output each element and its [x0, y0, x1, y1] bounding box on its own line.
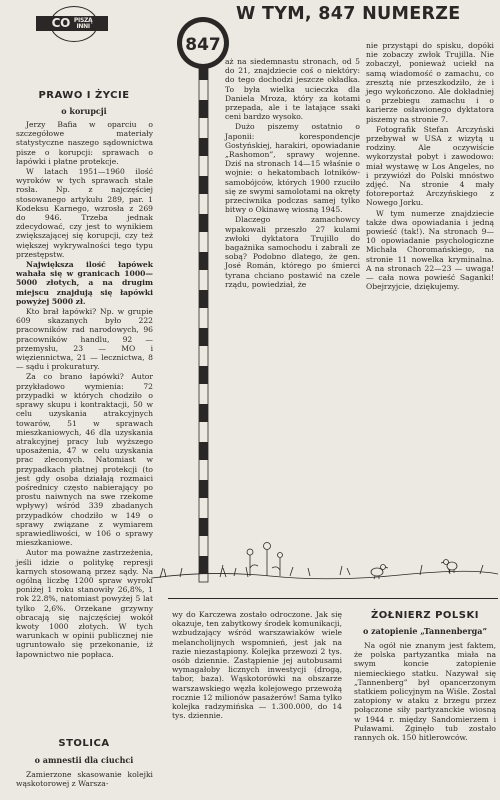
center-paragraph-3: Dlaczego zamachowcy wpakowali przeszło 27 kulami zwłoki dyktatora Trujillo do bagażnika samochodu i zabrali ze sobą? Podobno dlatego, że gen. José Román, którego po śmierci tyrana chciano postawić na czele rządu, powiedział, że — [225, 215, 360, 289]
left-paragraph-2: W latach 1951—1960 ilość wyroków w tych sprawach stale rosła. Np. z najczęściej stosowanego artykułu 289, par. 1 Kodeksu Karnego, wzrosła z 269 do 946. Trzeba jednak zdecydować, czy jest to wynikiem zwiększającej się korupcji, czy też większej wykrywalności tego typu przestępstw. — [16, 167, 153, 259]
left-paragraph-6: Autor ma poważne zastrzeżenia, jeśli idzie o politykę represji karnych stosowaną przez sądy. Na ogólną liczbę 1200 spraw wyroki poniżej 1 roku stanowiły 26,8%, 1 rok 22.8%, natomiast powyżej 5 lat tylko 2,6%. Orzekane grzywny obracają się najczęściej wokół kwoty 1000 złotych. W tych warunkach w opinii publicznej nie ugruntowało się przekonanie, iż łapownictwo nie popłaca. — [16, 548, 153, 659]
logo-text-pisza: PISZĄ — [73, 16, 93, 24]
zolnierz-article — [354, 641, 496, 742]
road-sign-847 — [177, 17, 229, 69]
left-paragraph-1: Jerzy Bafia w oparciu o szczegółowe materiały statystyczne naszego sądownictwa pisze o korupcji: sprawach o łapówki i płatne protekcje. — [16, 120, 153, 166]
left-paragraph-5: Za co brano łapówki? Autor przykładowo wymienia: 72 przypadki w których chodziło o sprawy skupu i kontraktacji, 50 w celu uzyskania atrakcyjnych towarów, 51 w sprawach mieszkaniowych, 46 dla uzyskania atrakcyjnej pracy lub wyższego uposażenia, 47 w celu uzyskania prac zleconych. Natomiast w przypadkach płatnej protekcji (to jest gdy osoba działają rozmaici pośrednicy często nabierający po prostu naiwnych na swe rzekome wpływy) wśród 339 zbadanych przypadków chodziło w 149 o sprawy związane z wymiarem sprawiedliwości, w 106 o sprawy mieszkaniowe. — [16, 372, 153, 548]
striped-pole — [199, 62, 208, 582]
logo-text-co: CO — [51, 16, 71, 30]
stolica-article-start — [16, 770, 153, 788]
right-paragraph-3: W tym numerze znajdziecie także dwa opowiadania i jedną powieść (tak!). Na stronach 9—10 opowiadanie psychologiczne Michała Choromańskiego, na stronie 11 nowelka kryminalna. A na stronach 22—23 — uwaga! — cała nowa powieść Saganki! Obejrzyjcie, dziękujemy. — [366, 208, 494, 292]
right-paragraph-2: Fotografik Stefan Arczyński przebywał w USA z wizytą u rodziny. Ale oczywiście wykorzystał pobyt i zawodowo: miał wystawę w Los Angeles, no i przywiózł do Polski mnóstwo zdjęć. Na stronie 4 mały fotoreportaż Arczyńskiego z Nowego Jorku. — [366, 124, 494, 208]
logo-band — [36, 16, 108, 31]
section-divider — [168, 598, 498, 599]
sign-number: 847 — [185, 35, 221, 55]
center-paragraph-1: aż na siedemnastu stronach, od 5 do 21, znajdziecie coś o niektóry: do tego dochodzi jeszcze okładka. To była wielka ucieczka dla Daniela Mroza, który za kotami przepada, ale i te latające ssaki ceni bardzo wysoko. — [225, 57, 360, 122]
left-column-article — [16, 120, 153, 659]
stolica-paragraph-1: Zamierzone skasowanie kolejki wąskotorowej z Warsza- — [16, 770, 153, 789]
issue-title: W TYM, 847 NUMERZE — [236, 4, 461, 24]
logo-text-inni: INNI — [76, 22, 90, 30]
stolica-section-title: STOLICA — [58, 738, 110, 749]
left-section-subtitle: o korupcji — [61, 106, 107, 116]
center-column-article — [225, 57, 360, 289]
stolica-article-continuation — [172, 610, 342, 720]
center-paragraph-2: Dużo piszemy ostatnio o Japonii: korespondencje Gostyńskiej, harakiri, opowiadanie „Rashomon”, sprawy wojenne. Dziś na stronach 14—15 właśnie o wojnie: o hekatombach lotników-samobójców, których 1900 rzuciło się ze swymi samolotami na okręty przeciwnika podczas samej tylko bitwy o Okinawę wiosną 1945. — [225, 122, 360, 215]
left-section-title: PRAWO I ŻYCIE — [38, 90, 130, 101]
left-paragraph-3: Największa ilość łapówek wahała się w granicach 1000—5000 złotych, a na drugim miejscu znajdują się łapówki powyżej 5000 zł. — [16, 260, 153, 306]
right-paragraph-1: nie przystąpi do spisku, dopóki nie zobaczy zwłok Trujilla. Nie zobaczył, ponieważ uciekł na samą wiadomość o zamachu, co zresztą nie przeszkodziło, że i jego wykończono. Ale dokładniej o przebiegu zamachu i o karierze osławionego dyktatora piszemy na stronie 7. — [366, 41, 494, 124]
co-pisza-inni-logo — [36, 4, 108, 42]
zolnierz-section-title: ŻOŁNIERZ POLSKI — [371, 610, 479, 621]
left-paragraph-4: Kto brał łapówki? Np. w grupie 609 skazanych było 222 pracowników rad narodowych, 96 pracowników handlu, 92 — przemysłu, 23 — MO i więziennictwa, 21 — lecznictwa, 8 — sądu i prokuratury. — [16, 307, 153, 372]
stolica-section-subtitle: o amnestii dla ciuchci — [34, 755, 134, 765]
zolnierz-paragraph-1: Na ogół nie znanym jest faktem, że polska partyzantka miała na swym koncie zatopienie niemieckiego statku. Nazywał się „Tannenberg” był opancerzonym statkiem policyjnym na Wiśle. Zostal zatopiony w ataku z brzegu przez połączone siły partyzanckie wiosną w 1944 r. między Sandomierzem i Puławami. Zginęło tub zostało rannych ok. 150 hitlerowców. — [354, 641, 496, 743]
zolnierz-section-subtitle: o zatopienie „Tannenberga” — [362, 626, 488, 636]
flowers — [247, 543, 283, 577]
right-column-article — [366, 41, 494, 291]
stolica-continuation-text: wy do Karczewa zostało odroczone. Jak się okazuje, ten zabytkowy środek komunikacji, wzbudzający wśród warszawiaków wiele melancholijnych wspomnień, jest jak na razie niezastąpiony. Kolejka przewozi 2 tys. osób dziennie. Zastąpienie jej autobusami wymagałoby licznych inwestycji (drogą, tabor, baza). Wąskotorówki na obszarze warszawskiego węzła kolejowego przewożą rocznie 12 milionów pasażerów! Sama tylko kolejka radzymińska — 1.300.000, do 14 tys. dziennie. — [172, 610, 342, 721]
